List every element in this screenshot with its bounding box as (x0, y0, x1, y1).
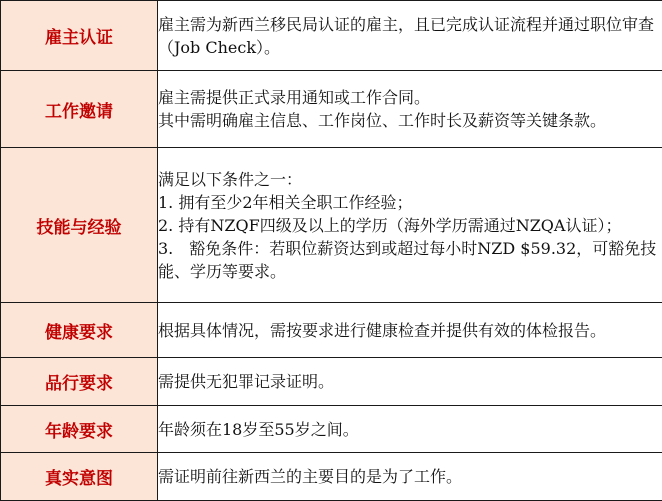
content-line: 1. 拥有至少2年相关全职工作经验； (158, 191, 662, 214)
table-row (1, 303, 662, 358)
row-label-health: 健康要求 (1, 303, 158, 358)
content-line: 2. 持有NZQF四级及以上的学历（海外学历需通过NZQA认证）； (158, 214, 662, 237)
table-row (1, 71, 662, 148)
row-label-skills-experience: 技能与经验 (1, 148, 158, 303)
row-content-job-offer (158, 71, 662, 148)
row-label-employer-accreditation: 雇主认证 (1, 1, 158, 71)
table-row (1, 406, 662, 453)
row-label-character: 品行要求 (1, 358, 158, 406)
row-label-genuine-intent: 真实意图 (1, 453, 158, 501)
content-line: 雇主需提供正式录用通知或工作合同。 (158, 86, 662, 109)
content-line: 其中需明确雇主信息、工作岗位、工作时长及薪资等关键条款。 (158, 109, 662, 132)
content-line: 雇主需为新西兰移民局认证的雇主，且已完成认证流程并通过职位审查（Job Check）。 (158, 13, 662, 59)
content-line: 根据具体情况，需按要求进行健康检查并提供有效的体检报告。 (158, 319, 662, 342)
row-content-character (158, 358, 662, 406)
row-label-job-offer: 工作邀请 (1, 71, 158, 148)
table-row (1, 1, 662, 71)
row-label-age: 年龄要求 (1, 406, 158, 453)
content-line: 年龄须在18岁至55岁之间。 (158, 418, 662, 441)
content-line: 需提供无犯罪记录证明。 (158, 370, 662, 393)
row-content-health (158, 303, 662, 358)
row-content-employer-accreditation (158, 1, 662, 71)
content-line: 3. 豁免条件：若职位薪资达到或超过每小时NZD $59.32，可豁免技能、学历等要求。 (158, 237, 662, 283)
row-content-skills-experience (158, 148, 662, 303)
row-content-genuine-intent (158, 453, 662, 501)
content-line: 需证明前往新西兰的主要目的是为了工作。 (158, 465, 662, 488)
table-row (1, 358, 662, 406)
table-row (1, 453, 662, 501)
content-line: 满足以下条件之一： (158, 168, 662, 191)
table-row (1, 148, 662, 303)
row-content-age (158, 406, 662, 453)
